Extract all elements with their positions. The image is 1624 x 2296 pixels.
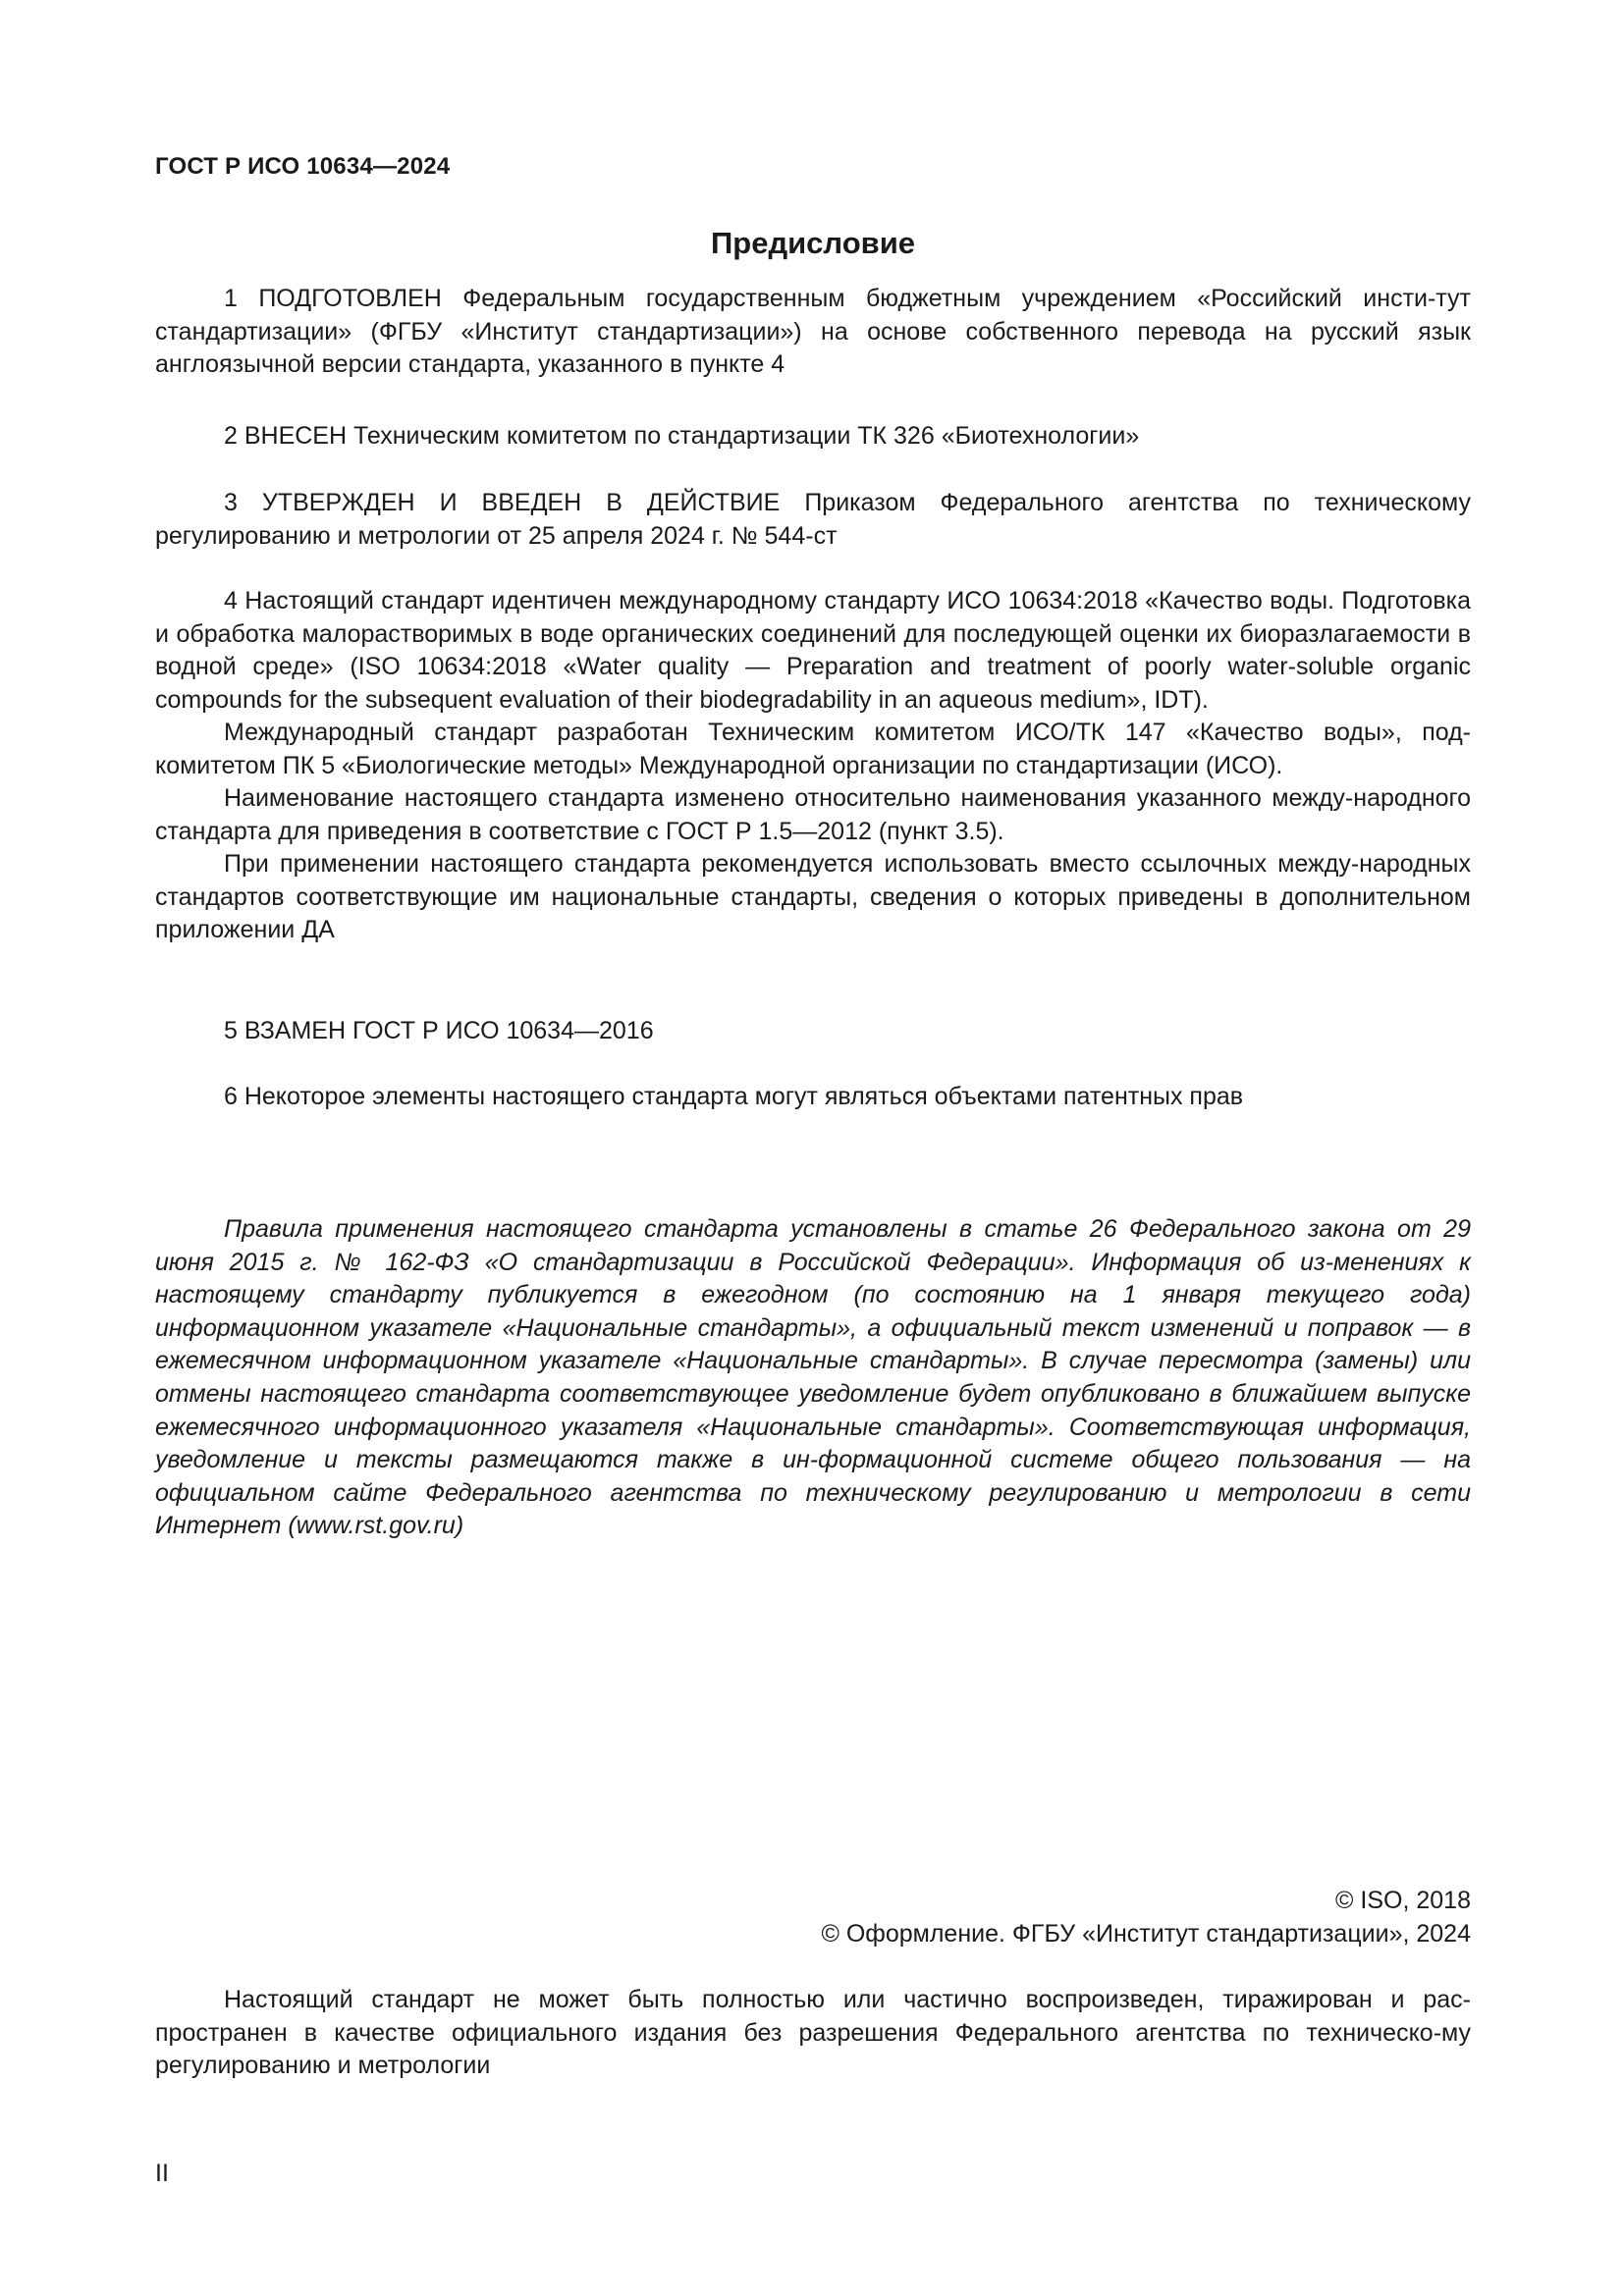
document-page [155,0,1471,2296]
item-1 [155,283,1471,382]
item-6 [155,1081,1471,1114]
page-title: Предисловие [710,226,915,260]
item-4-paragraph-4: При применении настоящего стандарта рекомендуется использовать вместо ссылочных между-народных стандартов соответствующие им национальные стандарты, сведения о которых приведены в дополнительном приложении ДА [155,850,1471,943]
item-4-paragraph-2: Международный стандарт разработан Техническим комитетом ИСО/ТК 147 «Качество воды», под-комитетом ПК 5 «Биологические методы» Международной организации по стандартизации (ИСО). [155,719,1471,779]
page-number: II [155,2160,169,2187]
copyright-iso: © ISO, 2018 [1335,1887,1471,1914]
item-2 [155,420,1471,454]
item-1-text: 1 ПОДГОТОВЛЕН Федеральным государственным бюджетным учреждением «Российский инсти-тут стандартизации» (ФГБУ «Институт стандартизации») на основе собственного перевода на русский язык англоязычной версии стандарта, указанного в пункте 4 [155,285,1471,378]
item-6-text: 6 Некоторое элементы настоящего стандарта могут являться объектами патентных прав [224,1083,1244,1110]
document-id: ГОСТ Р ИСО 10634—2024 [155,153,451,180]
item-4-paragraph-3: Наименование настоящего стандарта изменено относительно наименования указанного между-народного стандарта для приведения в соответствие с ГОСТ Р 1.5—2012 (пункт 3.5). [155,784,1471,845]
copyright-design: © Оформление. ФГБУ «Институт стандартизации», 2024 [821,1919,1471,1948]
item-4-text: 4 Настоящий стандарт идентичен международному стандарту ИСО 10634:2018 «Качество воды. Подготовка и обработка малорастворимых в воде органических соединений для последующей оценки их биоразлагаемости в водной среде» (ISO 10634:2018 «Water quality — Preparation and treatment of poorly water-soluble organic compounds for the subsequent evaluation of their biodegradability in an aqueous medium», IDT). [155,587,1471,714]
item-5-text: 5 ВЗАМЕН ГОСТ Р ИСО 10634—2016 [224,1017,654,1044]
reproduction-notice: Настоящий стандарт не может быть полностью или частично воспроизведен, тиражирован и рас-пространен в качестве официального издания без разрешения Федерального агентства по техническо-му регулированию и метрологии [155,1986,1471,2079]
item-2-text: 2 ВНЕСЕН Техническим комитетом по стандартизации ТК 326 «Биотехнологии» [224,422,1140,450]
item-3 [155,487,1471,553]
item-3-text: 3 УТВЕРЖДЕН И ВВЕДЕН В ДЕЙСТВИЕ Приказом Федерального агентства по техническому регулированию и метрологии от 25 апреля 2024 г. № 544-ст [155,489,1471,550]
copyright-block [155,1885,1471,1950]
item-4 [155,585,1471,947]
rules-notice: Правила применения настоящего стандарта установлены в статье 26 Федерального закона от 29 июня 2015 г. № 162-ФЗ «О стандартизации в Российской Федерации». Информация об из-менениях к настоящему стандарту публикуется в ежегодном (по состоянию на 1 января текущего года) информационном указателе «Национальные стандарты», а официальный текст изменений и поправок — в ежемесячном информационном указателе «Национальные стандарты». В случае пересмотра (замены) или отмены настоящего стандарта соответствующее уведомление будет опубликовано в ближайшем выпуске ежемесячного информационного указателя «Национальные стандарты». Соответствующая информация, уведомление и тексты размещаются также в ин-формационной системе общего пользования — на официальном сайте Федерального агентства по техническому регулированию и метрологии в сети Интернет (www.rst.gov.ru) [155,1215,1471,1540]
item-5 [155,1015,1471,1048]
